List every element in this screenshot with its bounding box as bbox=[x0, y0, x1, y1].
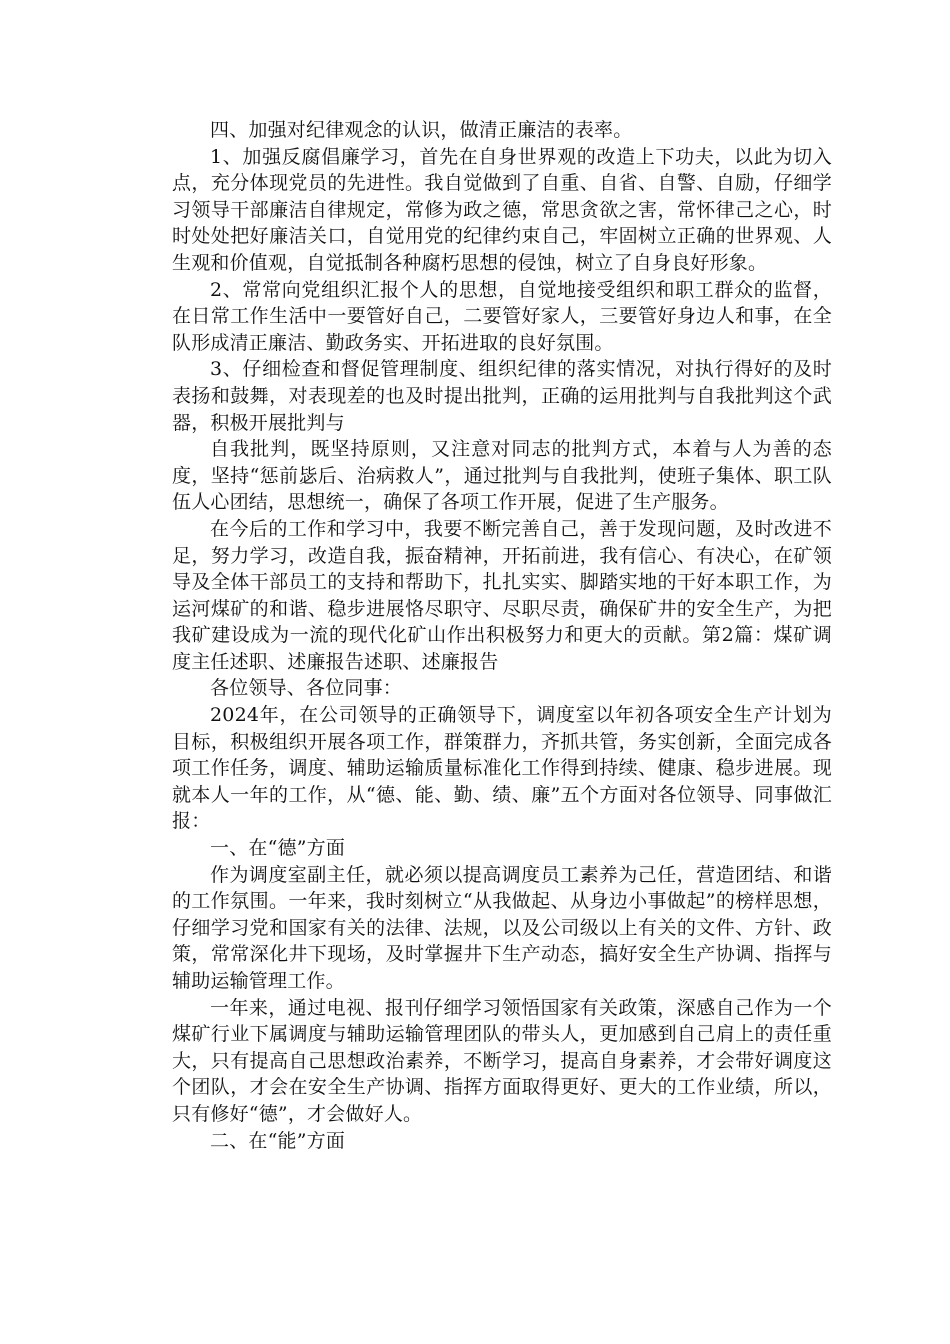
paragraph-item-1: 1、加强反腐倡廉学习，首先在自身世界观的改造上下功夫，以此为切入点，充分体现党员的先进性。我自觉做到了自重、自省、自警、自励，仔细学习领导干部廉洁自律规定，常修为政之德，常思贪欲之害，常怀律己之心，时时处处把好廉洁关口，自觉用党的纪律约束自己，牢固树立正确的世界观、人生观和价值观，自觉抵制各种腐朽思想的侵蚀，树立了自身良好形象。 bbox=[172, 145, 832, 274]
section-heading-ability: 二、在“能”方面 bbox=[210, 1129, 346, 1152]
paragraph-item-3: 3、仔细检查和督促管理制度、组织纪律的落实情况，对执行得好的及时表扬和鼓舞，对表现差的也及时提出批判，正确的运用批判与自我批判这个武器，积极开展批判与 bbox=[172, 358, 832, 434]
paragraph-salutation: 各位领导、各位同事： bbox=[210, 677, 403, 700]
paragraph-item-3-continued: 自我批判，既坚持原则，又注意对同志的批判方式，本着与人为善的态度，坚持“惩前毖后、治病救人”，通过批判与自我批判，使班子集体、职工队伍人心团结，思想统一，确保了各项工作开展，促进了生产服务。 bbox=[172, 438, 832, 514]
paragraph-virtue-role: 作为调度室副主任，就必须以提高调度员工素养为己任，营造团结、和谐的工作氛围。一年来，我时刻树立“从我做起、从身边小事做起”的榜样思想，仔细学习党和国家有关的法律、法规，以及公司级以上有关的文件、方针、政策，常常深化井下现场，及时掌握井下生产动态，搞好安全生产协调、指挥与辅助运输管理工作。 bbox=[172, 863, 832, 992]
paragraph-future-work: 在今后的工作和学习中，我要不断完善自己，善于发现问题，及时改进不足，努力学习，改造自我，振奋精神，开拓前进，我有信心、有决心，在矿领导及全体干部员工的支持和帮助下，扎扎实实、脚踏实地的干好本职工作，为运河煤矿的和谐、稳步进展恪尽职守、尽职尽责，确保矿井的安全生产，为把我矿建设成为一流的现代化矿山作出积极努力和更大的贡献。第2篇：煤矿调度主任述职、述廉报告述职、述廉报告 bbox=[172, 517, 832, 673]
paragraph-item-2: 2、常常向党组织汇报个人的思想，自觉地接受组织和职工群众的监督，在日常工作生活中一要管好自己，二要管好家人，三要管好身边人和事，在全队形成清正廉洁、勤政务实、开拓进取的良好氛围。 bbox=[172, 278, 832, 354]
section-heading-virtue: 一、在“德”方面 bbox=[210, 837, 346, 860]
document-body bbox=[172, 117, 832, 1154]
paragraph-virtue-study: 一年来，通过电视、报刊仔细学习领悟国家有关政策，深感自己作为一个煤矿行业下属调度与辅助运输管理团队的带头人，更加感到自己肩上的责任重大，只有提高自己思想政治素养，不断学习，提高自身素养，才会带好调度这个团队，才会在安全生产协调、指挥方面取得更好、更大的工作业绩，所以，只有修好“德”，才会做好人。 bbox=[172, 996, 832, 1125]
paragraph-annual-summary: 2024年，在公司领导的正确领导下，调度室以年初各项安全生产计划为目标，积极组织开展各项工作，群策群力，齐抓共管，务实创新，全面完成各项工作任务，调度、辅助运输质量标准化工作得到持续、健康、稳步进展。现就本人一年的工作，从“德、能、勤、绩、廉”五个方面对各位领导、同事做汇报： bbox=[172, 704, 832, 833]
section-heading-discipline: 四、加强对纪律观念的认识，做清正廉洁的表率。 bbox=[210, 119, 633, 141]
